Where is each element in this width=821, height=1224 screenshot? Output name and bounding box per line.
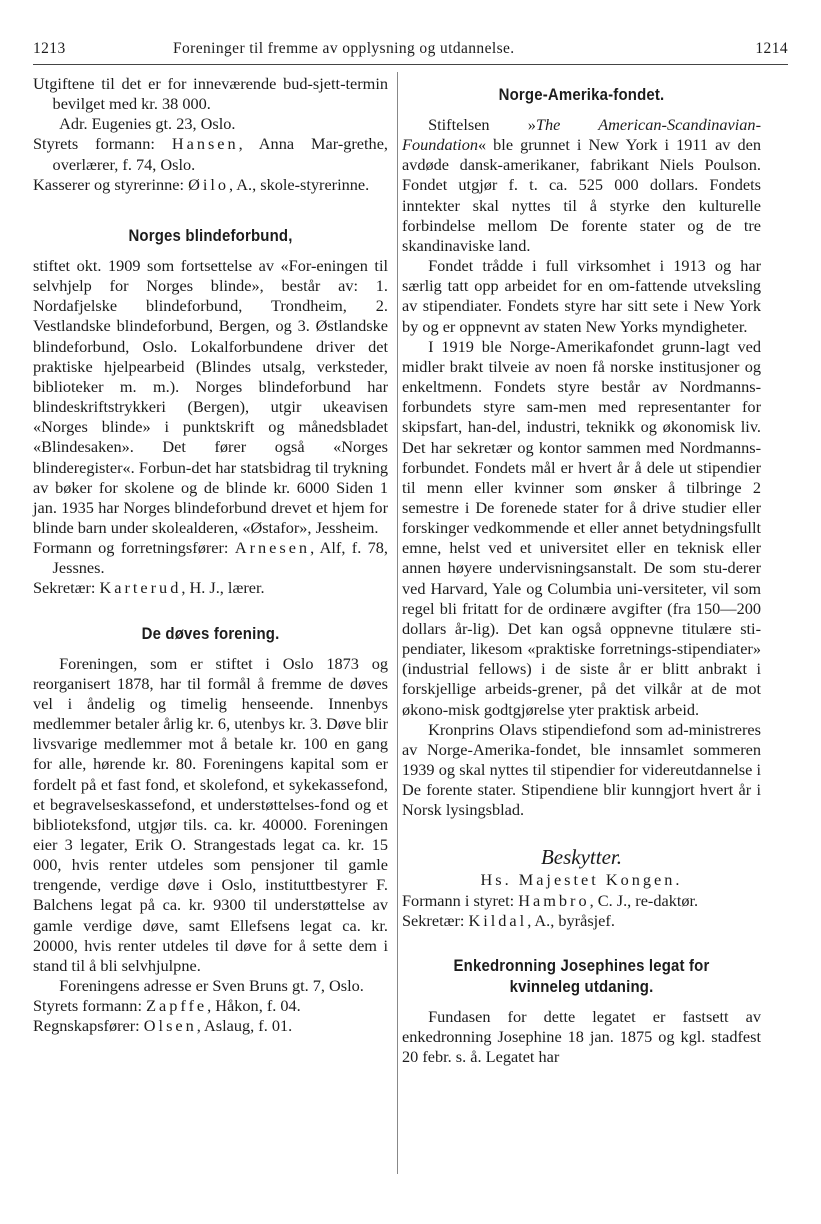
budget-section: [33, 74, 388, 195]
deaf-chair-details: , Håkon, f. 04.: [207, 996, 301, 1016]
fund-intro-text: Stiftelsen »: [428, 115, 536, 134]
blind-secretary-details: , H. J., lærer.: [181, 578, 265, 598]
blind-chair-name: Arnesen: [234, 538, 311, 558]
deaf-association-body: Foreningen, som er stiftet i Oslo 1873 og reorganisert 1878, har til formål å fremme de døves vel i åndelig og timelig henseende. Innenbys medlemmer betaler årlig kr. 6, utenbys kr. 3. Døve blir livsvarige medlemmer mot å betale kr. 100 en gang for alle, hørende kr. 80. Foreningens kapital som er fordelt på et fast fond, et skolefond, et sykekassefond, et begravelseskassefond, et understøttelses-fond og et biblioteksfond, utgjør tils. ca. kr. 40000. Foreningen eier 3 legater, Erik O. Strangestads legat ca. kr. 15 000, hvis renter utdeles som pensjoner til gamle trengende, verdige døve i Oslo, instituttbestyrer F. Balchens legat på ca. kr. 9300 til understøttelse av gamle verdige døve, samt Ellefsens legat ca. kr. 20000, hvis renter utdeles til døve for å sette dem i stand til å bli selvhjulpne.: [33, 653, 388, 975]
deaf-accountant-label: Regnskapsfører:: [33, 1016, 140, 1036]
foundation-name: The American-Scandinavian-Foundation: [402, 115, 761, 155]
deaf-accountant-details: , Aslaug, f. 01.: [196, 1016, 293, 1036]
fund-founding-paragraph: [402, 115, 761, 256]
left-column: [33, 74, 388, 1037]
blind-federation-secretary: [33, 578, 388, 598]
queen-josephine-legacy-body: Fundasen for dette legatet er fastsett av enkedronning Josephine 18 jan. 1875 og kgl. stadfest 20 febr. s. å. Legatet har: [402, 1006, 761, 1067]
page-number-left: 1213: [33, 40, 66, 57]
deaf-association-heading: De døves forening.: [141, 623, 280, 643]
blind-federation-heading: Norges blindeforbund,: [128, 225, 293, 245]
patron-heading: Beskytter.: [540, 845, 623, 870]
fund-secretary-name: Kildal: [468, 910, 528, 930]
blind-federation-section: [33, 225, 388, 599]
deaf-association-address: Foreningens adresse er Sven Bruns gt. 7, Oslo.: [59, 976, 364, 996]
patron-section: [402, 844, 761, 930]
column-divider: [397, 72, 398, 1174]
deaf-chair-label: Styrets formann:: [33, 996, 142, 1016]
queen-josephine-legacy-section: [402, 955, 761, 1067]
fund-secretary-label: Sekretær:: [402, 910, 465, 930]
budget-paragraph: Utgiftene til det er for inneværende bud-sjett-termin bevilget med kr. 38 000.: [33, 74, 388, 114]
fund-1919-paragraph: I 1919 ble Norge-Amerikafondet grunn-lagt ved midler brakt tilveie av noen få norske institusjoner og enkeltmenn. Fondets styre består av Nordmanns-forbundets styre sam-men med representanter for skipsfart, han-del, industri, teknikk og økonomisk liv. Det har sekretær og kontor sammen med Nordmanns-forbundet. Fondets mål er hvert år å dele ut stipendier til menn eller kvinner som ønsker å tilbringe 2 semestre i De forenede stater for å drive studier eller forskinger vedkommende et eller annet betydningsfullt emne, helst ved et universitet eller en teknisk eller annen høyere undervisningsanstalt. De som stu-derer ved Harvard, Yale og Columbia uni-versiteter, vil som regel bli fritatt for de ordinære avgifter (fra 150—200 dollars år-lig). Det kan også oppnevne titulære sti-pendiater, likesom «praktiske forretnings-stipendiater» (industrial fellows) i de siste år er blitt anbrakt i forskjellige arbeids-grener, på det vilkår at de mot økono-misk godtgjørelse yter praktisk arbeid.: [402, 336, 761, 719]
fund-secretary-details: , A., byråsjef.: [527, 910, 615, 930]
deaf-accountant-name: Olsen: [143, 1016, 197, 1036]
board-chair-line: [402, 891, 761, 911]
norway-america-fund-heading: Norge-Amerika-fondet.: [498, 85, 665, 104]
board-chair-name: Hambro: [518, 890, 590, 910]
norway-america-fund-section: [402, 74, 761, 820]
treasurer-line: [33, 175, 388, 195]
chair-name: Hansen: [171, 134, 239, 154]
crown-prince-fund-paragraph: Kronprins Olavs stipendiefond som ad-ministreres av Norge-Amerika-fondet, ble innsamlet sommeren 1939 og skal nyttes til stipendier for videreutdannelse i De forente stater. Stipendiene blir kunngjort hvert år i Norsk lysingsblad.: [402, 719, 761, 820]
chair-details: , Anna Mar-grethe, overlærer, f. 74, Oslo.: [52, 134, 388, 174]
right-column: [402, 74, 761, 1067]
fund-secretary-line: [402, 911, 761, 931]
blind-secretary-label: Sekretær:: [33, 578, 96, 598]
board-chair-details: , C. J., re-daktør.: [589, 890, 699, 910]
address-line: Adr. Eugenies gt. 23, Oslo.: [59, 114, 236, 134]
deaf-association-section: [33, 623, 388, 1037]
deaf-association-chair: [33, 996, 388, 1016]
fund-founding-text: « ble grunnet i New York i 1911 av den avdøde dansk-amerikaner, fabrikant Niels Poulson. Fondet utgjør f. t. ca. 525 000 dollars. Fondets inntekter skal nyttes til å styrke den kulturelle forbindelse mellom De forente stater og de tre skandinaviske land.: [402, 135, 761, 255]
patron-name: Hs. Majestet Kongen.: [480, 870, 683, 890]
blind-federation-chair: [33, 538, 388, 578]
deaf-association-accountant: [33, 1016, 388, 1036]
running-title: Foreninger til fremme av opplysning og utdannelse.: [173, 40, 515, 57]
treasurer-name: Øilo: [188, 174, 230, 194]
fund-activity-paragraph: Fondet trådde i full virksomhet i 1913 og har særlig tatt opp arbeidet for en om-fattende utveksling av stipendiater. Fondets styre har sitt sete i New York by og er oppnevnt av staten New Yorks myndigheter.: [402, 256, 761, 336]
blind-chair-details: , Alf, f. 78, Jessnes.: [52, 538, 389, 578]
queen-josephine-legacy-heading: Enkedronning Josephines legat for kvinneleg utdaning.: [453, 955, 710, 996]
board-chair-label: Formann i styret:: [402, 890, 515, 910]
header-rule: [33, 64, 788, 65]
deaf-chair-name: Zapffe: [146, 996, 208, 1016]
page-header: [33, 40, 788, 64]
treasurer-details: , A., skole-styrerinne.: [229, 174, 370, 194]
page-number-right: 1214: [755, 40, 788, 57]
blind-federation-body: stiftet okt. 1909 som fortsettelse av «For-eningen til selvhjelp for Norges blinde», består av: 1. Nordafjelske blindeforbund, Trondheim, 2. Vestlandske blindeforbund, Bergen, og 3. Østlandske blindeforbund, Oslo. Lokalforbundene driver det praktiske hjelpearbeid (Blindes utsalg, verksteder, biblioteker m. m.). Norges blindeforbund har blindeskriftstrykkeri (Bergen), utgir ukeavisen «Norges blinde» i punktskrift og månedsbladet «Blindesaken». Det fører også «Norges blinderegister«. Forbun-det har statsbidrag til trykning av bøker for skolene og de blinde kr. 6000 Siden 1 jan. 1935 har Norges blindeforbund drevet et hjem for blinde barn under skolealderen, «Østafor», Jessheim.: [33, 255, 388, 537]
blind-chair-label: Formann og forretningsfører:: [33, 538, 229, 558]
chair-line: [33, 134, 388, 174]
chair-label: Styrets formann:: [33, 134, 155, 154]
blind-secretary-name: Karterud: [99, 578, 182, 598]
treasurer-label: Kasserer og styrerinne:: [33, 174, 184, 194]
